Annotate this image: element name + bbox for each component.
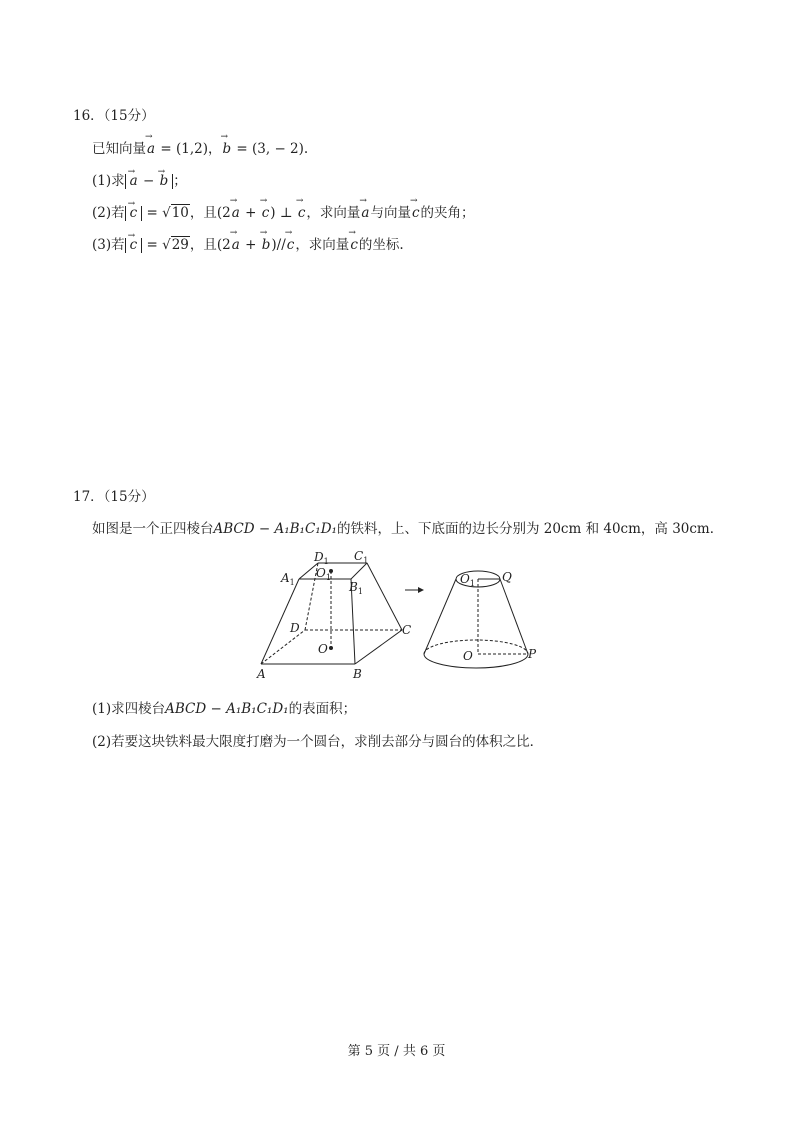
q16-part3 — [92, 233, 404, 253]
vector-c: → c — [129, 238, 139, 253]
edge-b1c1 — [351, 563, 367, 579]
vector-c: → c — [411, 205, 421, 221]
q16-p1-suffix: ； — [173, 173, 187, 189]
vector-a: → a — [231, 205, 241, 221]
q16-b-value: = (3, − 2). — [232, 141, 309, 157]
sqrt-29: √29 — [162, 237, 189, 253]
q16-p3-mid: ，且(2 — [189, 237, 231, 253]
point-o — [329, 646, 333, 650]
label-o-right: O — [463, 649, 473, 663]
bottom-front-arc — [424, 654, 528, 668]
q16-p3-prefix: (3)若 — [92, 237, 125, 253]
q16-p2-prefix: (2)若 — [92, 205, 125, 221]
label-c: C — [402, 623, 412, 637]
arrow-icon — [405, 587, 424, 593]
q16-part2 — [92, 201, 475, 221]
radicand: 10 — [171, 205, 189, 221]
q16-p2-end-a: ，求向量 — [306, 205, 361, 221]
equals-sign: = — [142, 237, 163, 253]
equals-sign: = — [142, 205, 163, 221]
q17-header: 17．（15分） — [73, 489, 155, 505]
label-d1: $D_1$ — [314, 550, 329, 566]
label-d: D — [290, 621, 300, 635]
vector-c: → c — [261, 205, 271, 221]
vector-c: → c — [286, 237, 296, 253]
vector-b: → b — [261, 237, 272, 253]
q16-p2-mid: ，且(2 — [189, 205, 231, 221]
vector-a: → a — [146, 141, 156, 157]
frustum-figure — [255, 548, 555, 683]
q17-intro-b: 的铁料，上、下底面的边长分别为 20cm 和 40cm，高 30cm． — [336, 521, 724, 537]
q16-p3-end-a: ，求向量 — [295, 237, 350, 253]
label-o: O — [318, 642, 328, 656]
q16-part1 — [92, 169, 187, 189]
q17-intro — [92, 517, 723, 537]
right-generatrix — [500, 579, 528, 654]
q17-p1-suffix: 的表面积； — [288, 701, 357, 717]
label-p: P — [528, 647, 537, 661]
circular-frustum-diagram — [424, 571, 528, 668]
q16-given-prefix: 已知向量 — [92, 141, 146, 157]
frustum-name: ABCD − A₁B₁C₁D₁ — [213, 521, 337, 537]
abs-c — [125, 238, 143, 253]
label-b1: $B_1$ — [349, 580, 363, 596]
plus-sign: + — [240, 237, 261, 253]
label-c1: $C_1$ — [354, 549, 369, 565]
minus-sign: − — [138, 173, 159, 189]
vector-b: → b — [159, 174, 170, 189]
edge-bc — [355, 630, 402, 664]
vector-a: → a — [129, 174, 139, 189]
vector-a: → a — [360, 205, 370, 221]
abs-c — [125, 206, 143, 221]
abs-a-minus-b — [125, 174, 174, 189]
vector-a: → a — [231, 237, 241, 253]
label-o1: $O_1$ — [316, 566, 331, 582]
q17-part2: (2)若要这块铁料最大限度打磨为一个圆台，求削去部分与圆台的体积之比． — [92, 734, 544, 750]
q16-p1-prefix: (1)求 — [92, 173, 125, 189]
label-a1: $A_1$ — [281, 571, 295, 587]
q17-p1-prefix: (1)求四棱台 — [92, 701, 166, 717]
edge-cc1 — [367, 563, 402, 630]
perp-sign: ) ⊥ — [270, 205, 297, 221]
sqrt-10: √10 — [162, 205, 189, 221]
q16-p2-end-c: 的夹角； — [420, 205, 475, 221]
q16-p2-end-b: 与向量 — [370, 205, 411, 221]
vector-c: → c — [297, 205, 307, 221]
radicand: 29 — [171, 237, 189, 253]
label-o1-right: $O_1$ — [460, 572, 475, 588]
q16-header: 16．（15分） — [73, 108, 155, 124]
label-q: Q — [502, 570, 512, 584]
vector-b: → b — [221, 141, 232, 157]
q17-intro-a: 如图是一个正四棱台 — [92, 521, 214, 537]
edge-da-hidden — [261, 630, 305, 664]
q16-given — [92, 137, 308, 157]
frustum-name: ABCD − A₁B₁C₁D₁ — [165, 701, 289, 717]
label-a: A — [257, 667, 266, 681]
left-generatrix — [424, 579, 456, 654]
bottom-back-arc — [424, 640, 528, 654]
parallel-sign: )// — [271, 237, 286, 253]
q17-part1 — [92, 697, 356, 717]
vector-c: → c — [129, 206, 139, 221]
q16-p3-end-b: 的坐标. — [358, 237, 404, 253]
page-footer: 第 5 页 / 共 6 页 — [347, 1044, 446, 1059]
q16-a-value: = (1,2)， — [156, 141, 222, 157]
vector-c: → c — [349, 237, 359, 253]
plus-sign: + — [240, 205, 261, 221]
label-b: B — [353, 667, 362, 681]
